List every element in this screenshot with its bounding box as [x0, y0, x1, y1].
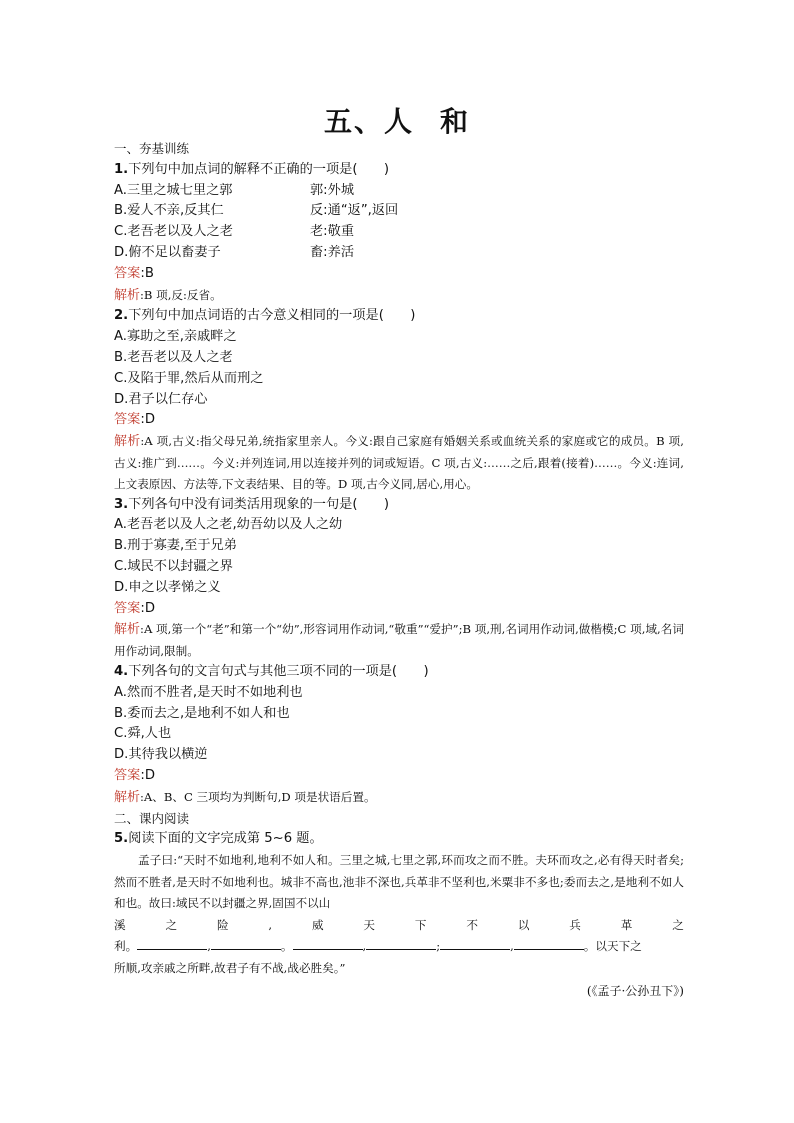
reading-passage [114, 850, 684, 979]
question-4-stem [114, 662, 684, 683]
document-content [114, 139, 684, 1002]
option-gloss: 反:通“返”,返回 [310, 203, 399, 219]
question-number: 4. [114, 663, 129, 679]
title-text-part1: 五、人 [323, 105, 414, 138]
passage-char: 溪 [114, 917, 126, 932]
answer-label: 答案 [114, 265, 141, 281]
answer-blank-3[interactable] [293, 937, 363, 950]
question-number: 1. [114, 161, 129, 177]
passage-char: 之 [165, 917, 178, 932]
passage-char: 以 [517, 917, 530, 932]
explanation-label: 解析 [114, 434, 141, 450]
passage-spread-line [114, 915, 684, 937]
question-2-explanation [114, 431, 684, 494]
question-3-option-d: D.申之以孝悌之义 [114, 579, 221, 595]
option-sentence: C.老吾老以及人之老 [114, 224, 233, 240]
option-sentence: A.三里之城七里之郭 [114, 182, 233, 198]
passage-char: , [268, 917, 273, 932]
explanation-text: :A、B、C 三项均为判断句,D 项是状语后置。 [140, 789, 376, 804]
answer-value: :D [140, 767, 155, 783]
question-2-option-c: C.及陷于罪,然后从而刑之 [114, 370, 264, 386]
question-4-option-c: C.舜,人也 [114, 726, 172, 742]
fill-in-blank-line [114, 936, 684, 958]
question-1-option-d [114, 243, 684, 264]
explanation-text: :A 项,第一个“老”和第一个“幼”,形容词用作动词,“敬重”“爱护”;B 项,刑,名词用作动词,做楷模;C 项,域,名词用作动词,限制。 [114, 622, 684, 659]
explanation-label: 解析 [114, 789, 141, 805]
question-3-answer [114, 599, 684, 620]
question-2-option-d: D.君子以仁存心 [114, 391, 208, 407]
option-sentence: D.俯不足以畜妻子 [114, 244, 221, 260]
passage-text: 。以天下之 [583, 939, 642, 954]
passage-char: 之 [672, 917, 684, 932]
answer-value: :D [140, 600, 155, 616]
title-text-part2: 和 [440, 105, 471, 138]
question-2-answer [114, 410, 684, 431]
question-text: 下列句中加点词的解释不正确的一项是( ) [128, 161, 390, 177]
question-3-option-a: A.老吾老以及人之老,幼吾幼以及人之幼 [114, 517, 343, 533]
answer-value: :B [140, 265, 154, 281]
question-2-stem [114, 306, 684, 327]
question-4-option-a: A.然而不胜者,是天时不如地利也 [114, 684, 303, 700]
passage-char: 天 [363, 917, 376, 932]
question-4-option-d: D.其待我以横逆 [114, 747, 208, 763]
explanation-text: :A 项,古义:指父母兄弟,统指家里亲人。今义:跟自己家庭有婚姻关系或血统关系的家庭或它的成员。B 项,古义:推广到……。今义:并列连词,用以连接并列的词或短语。C 项,古义:……之后,跟着(接着)……。今义:连词,上文表原因、方法等,下文表结果、目的等。D 项,古今义同,居心,用心。 [114, 434, 684, 491]
question-3-explanation [114, 619, 684, 662]
question-1-option-b [114, 201, 684, 222]
answer-blank-4[interactable] [366, 937, 436, 950]
option-gloss: 畜:养活 [310, 244, 355, 260]
passage-char: 威 [311, 917, 324, 932]
option-gloss: 老:敬重 [310, 224, 355, 240]
question-3-option-c: C.域民不以封疆之界 [114, 558, 233, 574]
passage-last-line: 所顺,攻亲戚之所畔,故君子有不战,战必胜矣。” [114, 960, 346, 975]
passage-paragraph: 孟子曰:“天时不如地利,地利不如人和。三里之城,七里之郭,环而攻之而不胜。夫环而攻之,必有得天时者矣;然而不胜者,是天时不如地利也。城非不高也,池非不深也,兵革非不坚利也,米粟非不多也;委而去之,是地利不如人和也。故曰:域民不以封疆之界,固国不以山 [114, 853, 684, 911]
passage-text: 利。 [114, 939, 138, 954]
answer-label: 答案 [114, 412, 141, 428]
question-1-answer [114, 264, 684, 285]
passage-char: 革 [620, 917, 633, 932]
explanation-text: :B 项,反:反省。 [140, 287, 222, 302]
question-text: 阅读下面的文字完成第 5~6 题。 [128, 831, 323, 847]
section-heading-1: 一、夯基训练 [114, 141, 190, 156]
question-4-answer [114, 766, 684, 787]
passage-char: 不 [466, 917, 478, 932]
question-number: 5. [114, 831, 129, 847]
passage-punct: ; [436, 939, 441, 954]
question-3-option-b: B.刑于寡妻,至于兄弟 [114, 538, 237, 554]
question-4-explanation [114, 787, 684, 809]
question-3-stem [114, 495, 684, 516]
option-sentence: B.爱人不亲,反其仁 [114, 203, 224, 219]
answer-blank-6[interactable] [514, 937, 584, 950]
question-text: 下列各句中没有词类活用现象的一句是( ) [128, 496, 390, 512]
passage-source: (《孟子·公孙丑下》) [586, 984, 684, 999]
question-1-option-a [114, 181, 684, 202]
question-2-option-b: B.老吾老以及人之老 [114, 349, 233, 365]
option-gloss: 郭:外城 [310, 182, 355, 198]
passage-punct: , [510, 939, 514, 954]
question-2-option-a: A.寡助之至,亲戚畔之 [114, 329, 237, 345]
question-1-explanation [114, 285, 684, 307]
answer-blank-5[interactable] [440, 937, 510, 950]
passage-punct: , [362, 939, 367, 954]
question-1-stem [114, 160, 684, 181]
passage-char: 下 [414, 917, 427, 932]
question-number: 3. [114, 496, 129, 512]
passage-char: 兵 [569, 917, 581, 932]
question-text: 下列各句的文言句式与其他三项不同的一项是( ) [128, 663, 429, 679]
question-number: 2. [114, 308, 129, 324]
answer-blank-2[interactable] [211, 937, 281, 950]
passage-char: 险 [216, 917, 229, 932]
question-5-stem [114, 829, 684, 850]
answer-blank-1[interactable] [137, 937, 207, 950]
answer-label: 答案 [114, 767, 141, 783]
passage-punct: 。 [280, 939, 293, 954]
section-heading-2: 二、课内阅读 [114, 810, 190, 826]
question-1-option-c [114, 222, 684, 243]
answer-label: 答案 [114, 600, 141, 616]
question-4-option-b: B.委而去之,是地利不如人和也 [114, 705, 290, 721]
explanation-label: 解析 [114, 622, 141, 638]
passage-punct: , [207, 939, 211, 954]
question-text: 下列句中加点词语的古今意义相同的一项是( ) [128, 308, 416, 324]
page-title [0, 100, 794, 140]
explanation-label: 解析 [114, 287, 141, 303]
answer-value: :D [140, 412, 155, 428]
